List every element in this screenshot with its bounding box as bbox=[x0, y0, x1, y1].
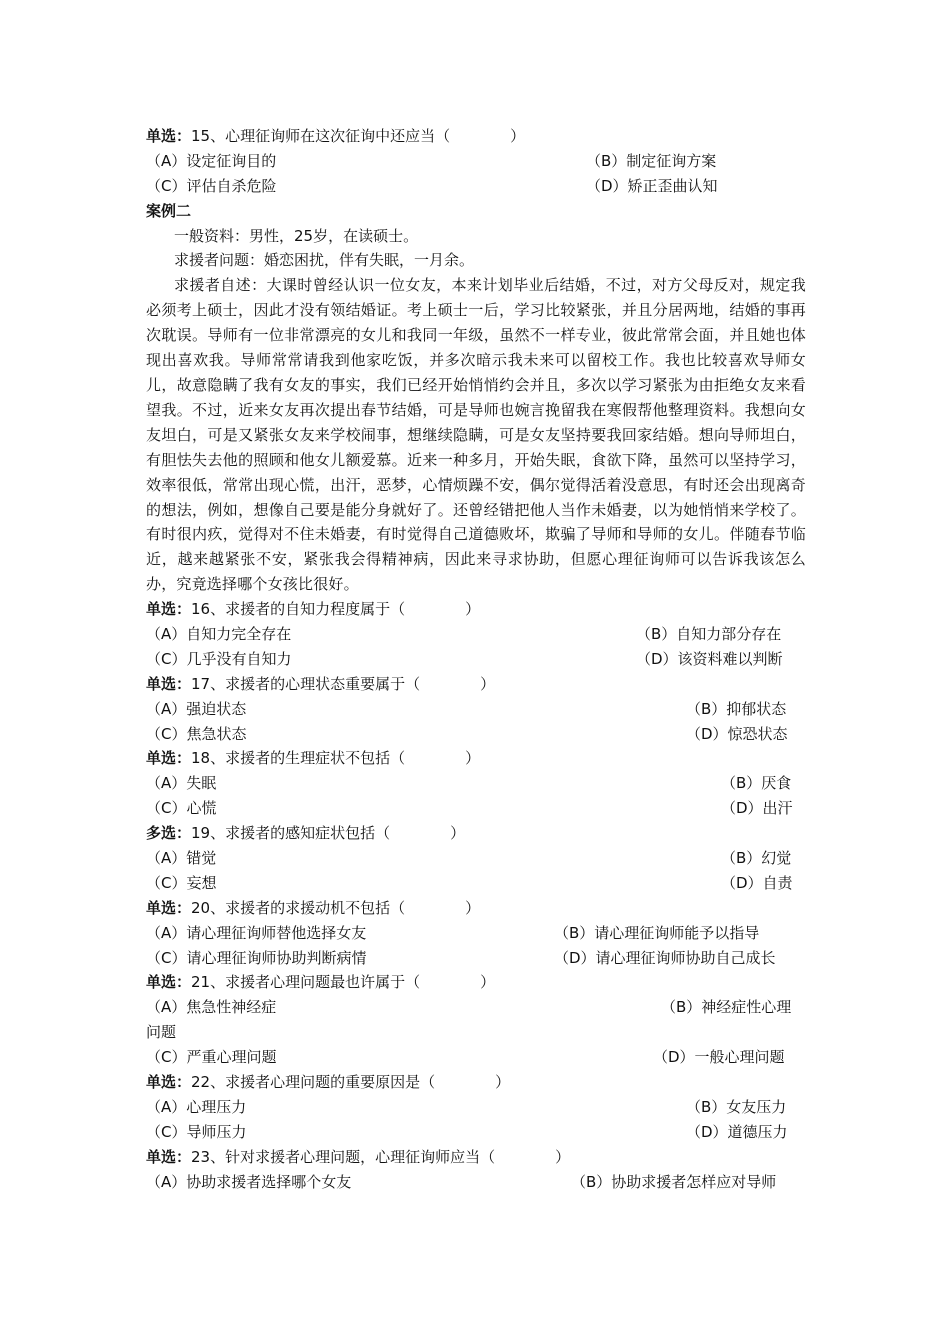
option-c: （C）评估自杀危险 bbox=[146, 176, 277, 195]
question-22 bbox=[146, 1070, 806, 1095]
general-info: 一般资料：男性，25岁，在读硕士。 bbox=[174, 226, 419, 245]
option-c: （C）请心理征询师协助判断病情 bbox=[146, 948, 367, 967]
option-b-wrap: 问题 bbox=[146, 1023, 177, 1042]
options-row bbox=[146, 946, 806, 971]
option-c: （C）心慌 bbox=[146, 799, 217, 818]
question-type: 多选： bbox=[146, 824, 192, 843]
options-row bbox=[146, 622, 806, 647]
option-b: （B）制定征询方案 bbox=[586, 151, 717, 170]
option-c: （C）妄想 bbox=[146, 873, 217, 892]
options-row bbox=[146, 995, 806, 1020]
option-a: （A）自知力完全存在 bbox=[146, 625, 292, 644]
option-a: （A）心理压力 bbox=[146, 1097, 247, 1116]
option-d: （D）一般心理问题 bbox=[653, 1048, 785, 1067]
question-text: 22、求援者心理问题的重要原因是（ ） bbox=[191, 1073, 511, 1092]
option-c: （C）焦急状态 bbox=[146, 724, 247, 743]
options-row bbox=[146, 871, 806, 896]
option-d: （D）矫正歪曲认知 bbox=[586, 176, 718, 195]
options-row bbox=[146, 149, 806, 174]
option-d: （D）该资料难以判断 bbox=[636, 649, 783, 668]
option-d: （D）自责 bbox=[721, 873, 793, 892]
option-a: （A）错觉 bbox=[146, 849, 217, 868]
options-row bbox=[146, 796, 806, 821]
option-a: （A）请心理征询师替他选择女友 bbox=[146, 923, 367, 942]
options-row bbox=[146, 1120, 806, 1145]
option-a: （A）焦急性神经症 bbox=[146, 998, 277, 1017]
options-row bbox=[146, 1045, 806, 1070]
option-a: （A）协助求援者选择哪个女友 bbox=[146, 1172, 352, 1191]
document-page bbox=[146, 124, 806, 1195]
option-b: （B）请心理征询师能予以指导 bbox=[554, 923, 760, 942]
question-type: 单选： bbox=[146, 127, 192, 145]
question-type: 单选： bbox=[146, 600, 192, 619]
options-row bbox=[146, 1170, 806, 1195]
options-row bbox=[146, 1095, 806, 1120]
option-d: （D）请心理征询师协助自己成长 bbox=[554, 948, 776, 967]
option-b: （B）协助求援者怎样应对导师 bbox=[571, 1172, 777, 1191]
question-21 bbox=[146, 970, 806, 995]
question-text: 21、求援者心理问题最也许属于（ ） bbox=[191, 973, 496, 992]
option-c: （C）严重心理问题 bbox=[146, 1048, 277, 1067]
question-text: 20、求援者的求援动机不包括（ ） bbox=[191, 898, 481, 917]
options-row bbox=[146, 174, 806, 199]
option-b: （B）幻觉 bbox=[721, 849, 792, 868]
options-row bbox=[146, 771, 806, 796]
case-heading: 案例二 bbox=[146, 201, 192, 220]
option-c: （C）几乎没有自知力 bbox=[146, 649, 292, 668]
option-b: （B）女友压力 bbox=[686, 1097, 787, 1116]
question-16 bbox=[146, 597, 806, 622]
question-text: 23、针对求援者心理问题，心理征询师应当（ ） bbox=[191, 1147, 571, 1166]
option-d: （D）出汗 bbox=[721, 799, 793, 818]
options-row bbox=[146, 697, 806, 722]
option-a: （A）强迫状态 bbox=[146, 699, 247, 718]
question-18 bbox=[146, 746, 806, 771]
question-type: 单选： bbox=[146, 898, 192, 917]
option-b: （B）神经症性心理 bbox=[661, 998, 792, 1017]
question-text: 16、求援者的自知力程度属于（ ） bbox=[191, 600, 481, 619]
option-d: （D）道德压力 bbox=[686, 1122, 788, 1141]
question-20 bbox=[146, 896, 806, 921]
options-row bbox=[146, 846, 806, 871]
client-problem: 求援者问题：婚恋困扰，伴有失眠，一月余。 bbox=[174, 251, 475, 270]
option-b: （B）抑郁状态 bbox=[686, 699, 787, 718]
option-a: （A）失眠 bbox=[146, 774, 217, 793]
options-row bbox=[146, 722, 806, 747]
option-c: （C）导师压力 bbox=[146, 1122, 247, 1141]
question-type: 单选： bbox=[146, 1147, 192, 1166]
question-23 bbox=[146, 1145, 806, 1170]
question-type: 单选： bbox=[146, 749, 192, 768]
option-d: （D）惊恐状态 bbox=[686, 724, 788, 743]
question-text: 17、求援者的心理状态重要属于（ ） bbox=[191, 674, 496, 693]
options-row bbox=[146, 921, 806, 946]
question-text: 18、求援者的生理症状不包括（ ） bbox=[191, 749, 481, 768]
option-b: （B）厌食 bbox=[721, 774, 792, 793]
question-type: 单选： bbox=[146, 1073, 192, 1092]
option-b: （B）自知力部分存在 bbox=[636, 625, 782, 644]
question-15 bbox=[146, 124, 806, 149]
options-row bbox=[146, 647, 806, 672]
client-statement: 求援者自述：大课时曾经认识一位女友，本来计划毕业后结婚，不过，对方父母反对，规定我必须考上硕士，因此才没有领结婚证。考上硕士一后，学习比较紧张，并且分居两地，结婚的事再次耽误。导师有一位非常漂亮的女儿和我同一年级，虽然不一样专业，彼此常常会面，并且她也体现出喜欢我。导师常常请我到他家吃饭，并多次暗示我未来可以留校工作。我也比较喜欢导师女儿，故意隐瞒了我有女友的事实，我们已经开始悄悄约会并且，多次以学习紧张为由拒绝女友来看望我。不过，近来女友再次提出春节结婚，可是导师也婉言挽留我在寒假帮他整理资料。我想向女友坦白，可是又紧张女友来学校闹事，想继续隐瞒，可是女友坚持要我回家结婚。想向导师坦白，有胆怯失去他的照顾和他女儿额爱慕。近来一种多月，开始失眠，食欲下降，虽然可以坚持学习，效率很低，常常出现心慌，出汗，恶梦，心情烦躁不安，偶尔觉得活着没意思，有时还会出现离奇的想法，例如，想像自己要是能分身就好了。还曾经错把他人当作未婚妻，以为她悄悄来学校了。有时很内疚，觉得对不住未婚妻，有时觉得自己道德败坏，欺骗了导师和导师的女儿。伴随春节临近，越来越紧张不安，紧张我会得精神病，因此来寻求协助，但愿心理征询师可以告诉我该怎么办，究竟选择哪个女孩比很好。 bbox=[146, 276, 806, 594]
question-19 bbox=[146, 821, 806, 846]
question-17 bbox=[146, 672, 806, 697]
question-text: 19、求援者的感知症状包括（ ） bbox=[191, 824, 466, 843]
question-type: 单选： bbox=[146, 674, 192, 693]
question-text: 15、心理征询师在这次征询中还应当（ ） bbox=[191, 127, 526, 145]
option-a: （A）设定征询目的 bbox=[146, 151, 277, 170]
question-type: 单选： bbox=[146, 973, 192, 992]
